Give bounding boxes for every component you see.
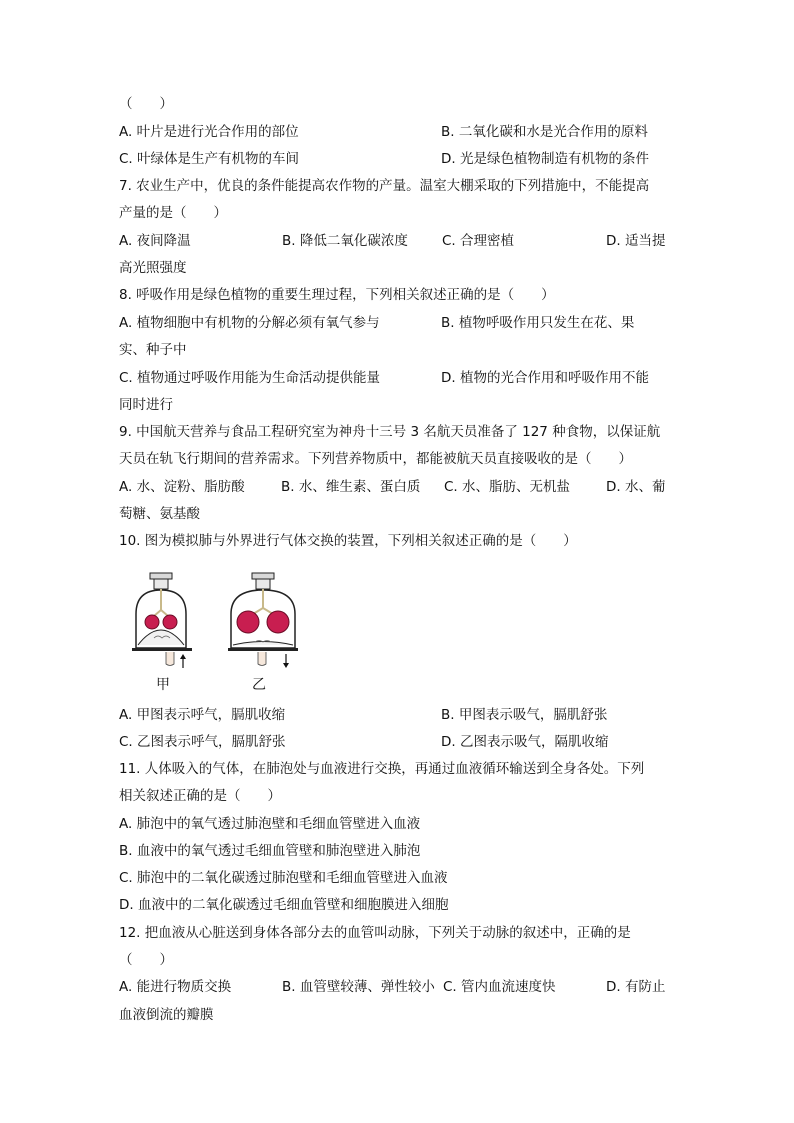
q10-option-c: C. 乙图表示呼气，膈肌舒张 [119, 734, 286, 750]
q11-option-c: C. 肺泡中的二氧化碳透过肺泡壁和毛细血管壁进入血液 [119, 870, 448, 886]
q9-stem-line2: 天员在轨飞行期间的营养需求。下列营养物质中，都能被航天员直接吸收的是（ ） [119, 451, 632, 467]
q7-option-c: C. 合理密植 [442, 233, 515, 249]
q7-option-a: A. 夜间降温 [119, 233, 191, 249]
q11-option-a: A. 肺泡中的氧气透过肺泡壁和毛细血管壁进入血液 [119, 816, 421, 832]
q7-option-d: D. 适当提 [606, 233, 666, 249]
q8-option-c: C. 植物通过呼吸作用能为生命活动提供能量 [119, 370, 381, 386]
q8-stem: 8. 呼吸作用是绿色植物的重要生理过程，下列相关叙述正确的是（ ） [119, 287, 555, 303]
q10-option-a: A. 甲图表示呼气，膈肌收缩 [119, 707, 286, 723]
q9-option-c: C. 水、脂肪、无机盐 [444, 479, 571, 495]
figure-label-jia: 甲 [156, 677, 170, 693]
q6-option-b: B. 二氧化碳和水是光合作用的原料 [441, 124, 648, 140]
q11-stem-line2: 相关叙述正确的是（ ） [119, 788, 281, 804]
q12-option-d-cont: 血液倒流的瓣膜 [119, 1007, 214, 1023]
q11-stem-line1: 11. 人体吸入的气体，在肺泡处与血液进行交换，再通过血液循环输送到全身各处。下列 [119, 761, 645, 777]
q12-stem-line2: （ ） [119, 952, 173, 968]
q8-option-d-cont: 同时进行 [119, 397, 173, 413]
q11-option-d: D. 血液中的二氧化碳透过毛细血管壁和细胞膜进入细胞 [119, 897, 449, 913]
q9-option-b: B. 水、维生素、蛋白质 [281, 479, 421, 495]
q8-option-d: D. 植物的光合作用和呼吸作用不能 [441, 370, 649, 386]
lung-model-figure [128, 570, 328, 699]
q8-option-a: A. 植物细胞中有机物的分解必须有氧气参与 [119, 315, 380, 331]
q7-option-d-cont: 高光照强度 [119, 260, 187, 276]
q7-option-b: B. 降低二氧化碳浓度 [282, 233, 408, 249]
q10-option-d: D. 乙图表示吸气，隔肌收缩 [441, 734, 609, 750]
q9-option-d: D. 水、葡 [606, 479, 666, 495]
q6-option-d: D. 光是绿色植物制造有机物的条件 [441, 151, 649, 167]
q10-option-b: B. 甲图表示吸气，膈肌舒张 [441, 707, 608, 723]
q12-option-a: A. 能进行物质交换 [119, 979, 232, 995]
q10-stem: 10. 图为模拟肺与外界进行气体交换的装置，下列相关叙述正确的是（ ） [119, 533, 577, 549]
q8-option-b: B. 植物呼吸作用只发生在花、果 [441, 315, 635, 331]
q7-stem-line2: 产量的是（ ） [119, 205, 227, 221]
q6-stem-tail: （ ） [119, 96, 173, 112]
q9-stem-line1: 9. 中国航天营养与食品工程研究室为神舟十三号 3 名航天员准备了 127 种食物，以保证航 [119, 424, 661, 440]
q6-option-a: A. 叶片是进行光合作用的部位 [119, 124, 299, 140]
q12-option-d: D. 有防止 [606, 979, 666, 995]
q9-option-a: A. 水、淀粉、脂肪酸 [119, 479, 245, 495]
q12-stem-line1: 12. 把血液从心脏送到身体各部分去的血管叫动脉，下列关于动脉的叙述中，正确的是 [119, 925, 631, 941]
figure-label-yi: 乙 [252, 677, 266, 693]
bell-jar-jia [132, 573, 192, 668]
bell-jar-yi [228, 573, 298, 668]
q12-option-c: C. 管内血流速度快 [443, 979, 556, 995]
q8-option-b-cont: 实、种子中 [119, 342, 187, 358]
q12-option-b: B. 血管壁较薄、弹性较小 [282, 979, 435, 995]
q9-option-d-cont: 萄糖、氨基酸 [119, 506, 200, 522]
q6-option-c: C. 叶绿体是生产有机物的车间 [119, 151, 300, 167]
q11-option-b: B. 血液中的氧气透过毛细血管壁和肺泡壁进入肺泡 [119, 843, 421, 859]
q7-stem-line1: 7. 农业生产中，优良的条件能提高农作物的产量。温室大棚采取的下列措施中，不能提高 [119, 178, 650, 194]
